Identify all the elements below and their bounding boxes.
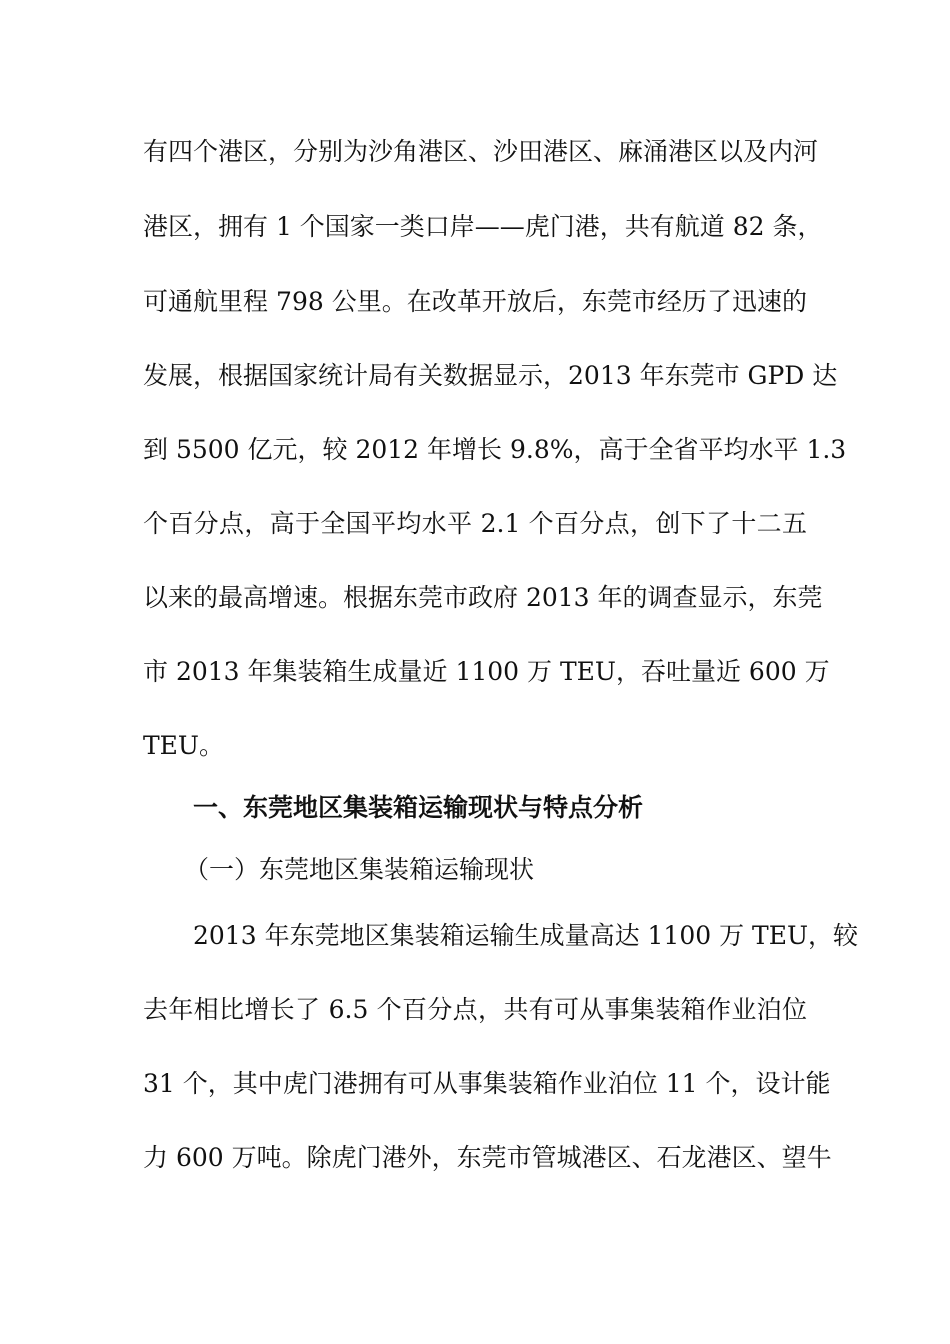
section-heading: 一、东莞地区集装箱运输现状与特点分析: [193, 793, 644, 822]
paragraph-line: 31 个，其中虎门港拥有可从事集装箱作业泊位 11 个，设计能: [143, 1069, 831, 1098]
paragraph-line: 个百分点，高于全国平均水平 2.1 个百分点，创下了十二五: [143, 509, 807, 538]
paragraph-line: 发展，根据国家统计局有关数据显示，2013 年东莞市 GPD 达: [143, 361, 838, 390]
paragraph-line: 以来的最高增速。根据东莞市政府 2013 年的调查显示，东莞: [143, 583, 823, 612]
paragraph-line: 有四个港区，分别为沙角港区、沙田港区、麻涌港区以及内河: [143, 137, 819, 166]
paragraph-line: 到 5500 亿元，较 2012 年增长 9.8%，高于全省平均水平 1.3: [143, 435, 847, 464]
paragraph-line: 去年相比增长了 6.5 个百分点，共有可从事集装箱作业泊位: [143, 995, 807, 1024]
paragraph-line: 力 600 万吨。除虎门港外，东莞市管城港区、石龙港区、望牛: [143, 1143, 832, 1172]
paragraph-line: 港区，拥有 1 个国家一类口岸——虎门港，共有航道 82 条，: [143, 212, 823, 241]
paragraph-line: TEU。: [143, 731, 224, 760]
paragraph-line: 2013 年东莞地区集装箱运输生成量高达 1100 万 TEU，较: [143, 921, 859, 950]
paragraph-line: 可通航里程 798 公里。在改革开放后，东莞市经历了迅速的: [143, 287, 807, 316]
subsection-heading: （一）东莞地区集装箱运输现状: [184, 855, 535, 884]
paragraph-line: 市 2013 年集装箱生成量近 1100 万 TEU，吞吐量近 600 万: [143, 657, 830, 686]
